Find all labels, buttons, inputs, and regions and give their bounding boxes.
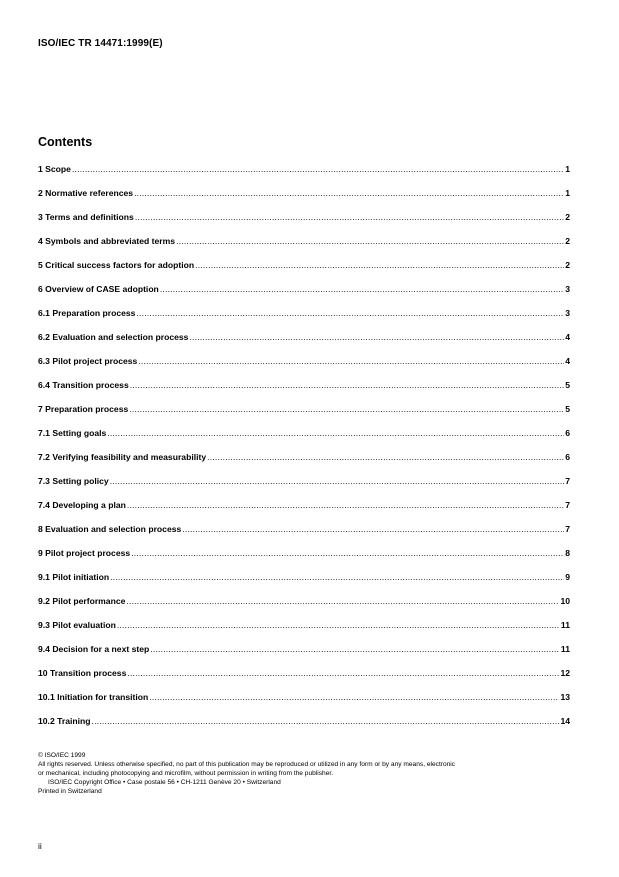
toc-entry-label: 6.1 Preparation process xyxy=(38,308,136,318)
toc-dot-leader xyxy=(92,716,560,726)
toc-entry[interactable] xyxy=(38,692,570,716)
toc-entry-page: 14 xyxy=(560,716,570,726)
toc-dot-leader xyxy=(129,404,564,414)
toc-dot-leader xyxy=(136,308,564,318)
toc-entry-label: 8 Evaluation and selection process xyxy=(38,524,182,534)
toc-dot-leader xyxy=(117,620,560,630)
toc-entry-label: 10.1 Initiation for transition xyxy=(38,692,149,702)
copyright-symbol-line: © ISO/IEC 1999 xyxy=(38,752,86,759)
toc-entry[interactable] xyxy=(38,212,570,236)
toc-entry-label: 7.1 Setting goals xyxy=(38,428,107,438)
toc-entry-page: 9 xyxy=(565,572,570,582)
toc-entry-label: 10.2 Training xyxy=(38,716,91,726)
toc-dot-leader xyxy=(126,596,559,606)
toc-entry[interactable] xyxy=(38,500,570,524)
table-of-contents xyxy=(38,164,570,740)
toc-dot-leader xyxy=(131,548,564,558)
toc-entry-label: 9.3 Pilot evaluation xyxy=(38,620,116,630)
toc-dot-leader xyxy=(127,668,559,678)
toc-entry[interactable] xyxy=(38,548,570,572)
toc-entry-page: 11 xyxy=(560,644,570,654)
toc-dot-leader xyxy=(195,260,564,270)
toc-entry-label: 9.2 Pilot performance xyxy=(38,596,126,606)
toc-entry-label: 5 Critical success factors for adoption xyxy=(38,260,195,270)
toc-entry-label: 1 Scope xyxy=(38,164,71,174)
toc-dot-leader xyxy=(150,644,560,654)
toc-entry[interactable] xyxy=(38,284,570,308)
toc-entry-label: 6.2 Evaluation and selection process xyxy=(38,332,189,342)
toc-entry-label: 6.3 Pilot project process xyxy=(38,356,138,366)
toc-dot-leader xyxy=(127,500,564,510)
toc-entry-page: 1 xyxy=(565,188,570,198)
toc-entry[interactable] xyxy=(38,308,570,332)
toc-entry-page: 7 xyxy=(565,476,570,486)
toc-entry-page: 8 xyxy=(565,548,570,558)
toc-entry-page: 5 xyxy=(565,380,570,390)
toc-dot-leader xyxy=(135,212,564,222)
toc-entry-label: 7.2 Verifying feasibility and measurability xyxy=(38,452,207,462)
copyright-notice xyxy=(38,751,578,796)
toc-entry-page: 11 xyxy=(560,620,570,630)
toc-entry[interactable] xyxy=(38,644,570,668)
toc-entry[interactable] xyxy=(38,716,570,740)
toc-entry[interactable] xyxy=(38,668,570,692)
toc-entry-label: 7.4 Developing a plan xyxy=(38,500,126,510)
toc-entry-page: 12 xyxy=(560,668,570,678)
toc-entry-label: 2 Normative references xyxy=(38,188,134,198)
toc-entry-page: 2 xyxy=(565,212,570,222)
toc-entry[interactable] xyxy=(38,188,570,212)
toc-dot-leader xyxy=(149,692,559,702)
toc-entry-label: 6.4 Transition process xyxy=(38,380,129,390)
toc-dot-leader xyxy=(130,380,564,390)
toc-entry-page: 7 xyxy=(565,500,570,510)
document-identifier: ISO/IEC TR 14471:1999(E) xyxy=(38,38,163,49)
toc-entry-page: 10 xyxy=(560,596,570,606)
page-number: ii xyxy=(38,841,42,851)
toc-entry[interactable] xyxy=(38,428,570,452)
copyright-office-address: ISO/IEC Copyright Office • Case postale 56 • CH-1211 Genève 20 • Switzerland xyxy=(48,779,281,786)
toc-entry-page: 4 xyxy=(565,332,570,342)
toc-dot-leader xyxy=(134,188,564,198)
toc-entry-label: 7 Preparation process xyxy=(38,404,129,414)
toc-entry-page: 3 xyxy=(565,284,570,294)
toc-entry[interactable] xyxy=(38,404,570,428)
toc-entry-page: 3 xyxy=(565,308,570,318)
toc-entry[interactable] xyxy=(38,260,570,284)
toc-entry-label: 4 Symbols and abbreviated terms xyxy=(38,236,176,246)
toc-entry-label: 9.4 Decision for a next step xyxy=(38,644,150,654)
toc-entry[interactable] xyxy=(38,572,570,596)
toc-entry-page: 1 xyxy=(565,164,570,174)
toc-dot-leader xyxy=(176,236,564,246)
toc-dot-leader xyxy=(160,284,564,294)
toc-entry-page: 7 xyxy=(565,524,570,534)
toc-entry-page: 13 xyxy=(560,692,570,702)
toc-entry-page: 2 xyxy=(565,260,570,270)
toc-entry[interactable] xyxy=(38,596,570,620)
toc-dot-leader xyxy=(110,476,565,486)
toc-entry[interactable] xyxy=(38,524,570,548)
toc-dot-leader xyxy=(110,572,564,582)
rights-statement-line-2: or mechanical, including photocopying and microfilm, without permission in writing from the publisher. xyxy=(38,770,334,777)
toc-entry-label: 9.1 Pilot initiation xyxy=(38,572,110,582)
printed-in-note: Printed in Switzerland xyxy=(38,788,102,795)
toc-entry[interactable] xyxy=(38,356,570,380)
toc-dot-leader xyxy=(189,332,564,342)
toc-entry[interactable] xyxy=(38,620,570,644)
toc-entry-page: 6 xyxy=(565,428,570,438)
toc-entry-label: 10 Transition process xyxy=(38,668,127,678)
toc-entry-label: 6 Overview of CASE adoption xyxy=(38,284,159,294)
toc-dot-leader xyxy=(138,356,564,366)
contents-heading: Contents xyxy=(38,135,93,149)
toc-entry[interactable] xyxy=(38,380,570,404)
toc-entry-page: 4 xyxy=(565,356,570,366)
toc-dot-leader xyxy=(182,524,564,534)
toc-entry-label: 3 Terms and definitions xyxy=(38,212,134,222)
toc-dot-leader xyxy=(72,164,564,174)
toc-entry[interactable] xyxy=(38,164,570,188)
rights-statement-line-1: All rights reserved. Unless otherwise specified, no part of this publication may be reproduced or utilized in any form or by any means, electronic xyxy=(38,761,456,768)
toc-entry[interactable] xyxy=(38,476,570,500)
toc-entry[interactable] xyxy=(38,452,570,476)
toc-dot-leader xyxy=(207,452,564,462)
toc-entry-label: 9 Pilot project process xyxy=(38,548,131,558)
toc-entry-label: 7.3 Setting policy xyxy=(38,476,109,486)
toc-entry-page: 6 xyxy=(565,452,570,462)
toc-entry[interactable] xyxy=(38,332,570,356)
toc-dot-leader xyxy=(107,428,564,438)
toc-entry-page: 5 xyxy=(565,404,570,414)
toc-entry[interactable] xyxy=(38,236,570,260)
toc-entry-page: 2 xyxy=(565,236,570,246)
